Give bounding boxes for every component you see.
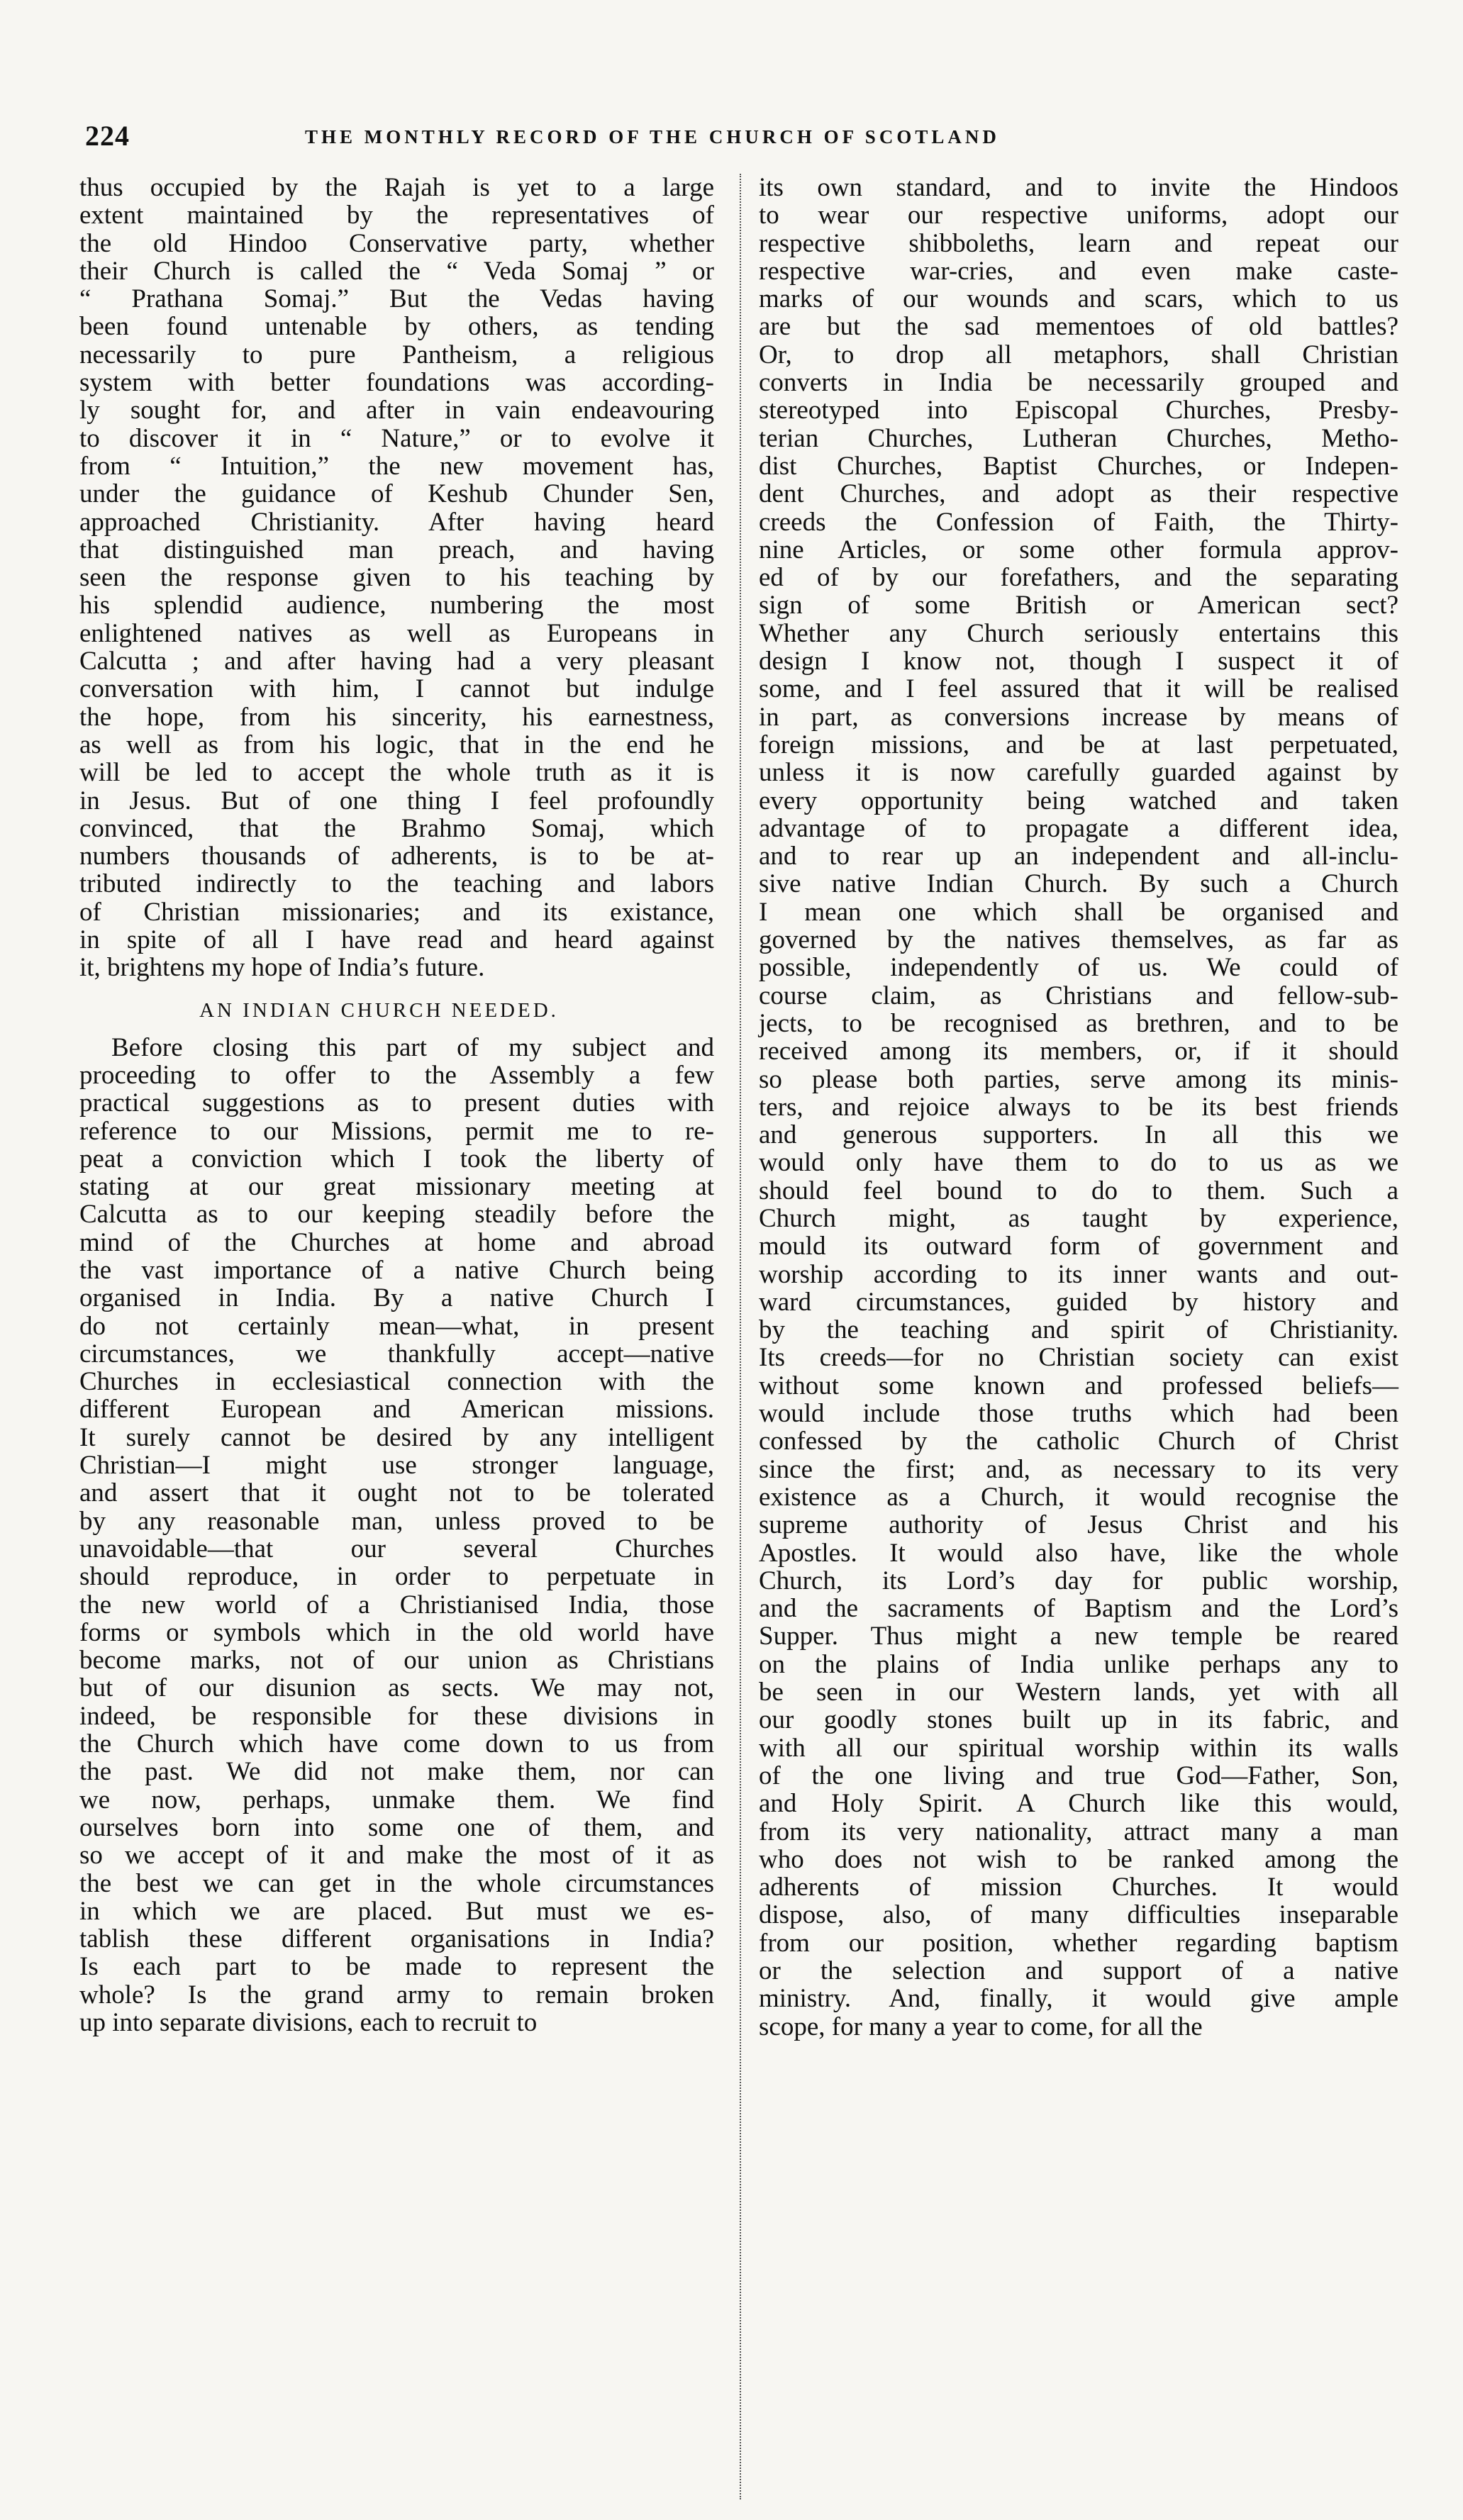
text-line: should reproduce, in order to perpetuate in (79, 1562, 714, 1592)
text-line: different European and American missions. (79, 1395, 714, 1425)
text-line: extent maintained by the representatives of (79, 201, 714, 230)
text-line: whole? Is the grand army to remain broken (79, 1980, 714, 2009)
text-line: should feel bound to do to them. Such a (759, 1176, 1398, 1205)
text-line: some, and I feel assured that it will be realised (759, 674, 1398, 704)
text-line: respective shibboleths, learn and repeat our (759, 228, 1398, 258)
text-line: in part, as conversions increase by means of (759, 702, 1398, 732)
text-line: do not certainly mean—what, in present (79, 1311, 714, 1341)
text-line: respective war-cries, and even make caste- (759, 256, 1398, 286)
text-line: our goodly stones built up in its fabric, and (759, 1705, 1398, 1735)
text-line: and assert that it ought not to be tolerated (79, 1478, 714, 1508)
text-line: in which we are placed. But must we es- (79, 1896, 714, 1926)
text-line: forms or symbols which in the old world have (79, 1617, 714, 1647)
text-line: dispose, also, of many difficulties inseparable (759, 1900, 1398, 1930)
text-line: Supper. Thus might a new temple be reared (759, 1622, 1398, 1651)
text-line: organised in India. By a native Church I (79, 1283, 714, 1313)
text-line: necessarily to pure Pantheism, a religious (79, 340, 714, 369)
text-line: are but the sad mementoes of old battles? (759, 312, 1398, 342)
text-line: as well as from his logic, that in the end he (79, 730, 714, 759)
text-line: from “ Intuition,” the new movement has, (79, 451, 714, 481)
text-line: sign of some British or American sect? (759, 591, 1398, 620)
text-line: the past. We did not make them, nor can (79, 1757, 714, 1787)
text-line: with all our spiritual worship within its walls (759, 1733, 1398, 1763)
text-line: Or, to drop all metaphors, shall Christian (759, 340, 1398, 369)
text-line: confessed by the catholic Church of Christ (759, 1427, 1398, 1456)
text-line: I mean one which shall be organised and (759, 897, 1398, 927)
text-line: in Jesus. But of one thing I feel profoundly (79, 786, 714, 815)
text-line: in spite of all I have read and heard against (79, 925, 714, 955)
text-line: mind of the Churches at home and abroad (79, 1227, 714, 1257)
text-line: supreme authority of Jesus Christ and his (759, 1510, 1398, 1540)
text-line: stating at our great missionary meeting at (79, 1172, 714, 1202)
right-column (759, 174, 1398, 2041)
text-line: reference to our Missions, permit me to re- (79, 1116, 714, 1146)
text-line: every opportunity being watched and taken (759, 786, 1398, 815)
text-line: dist Churches, Baptist Churches, or Indepen- (759, 451, 1398, 481)
text-line: but of our disunion as sects. We may not, (79, 1673, 714, 1703)
text-line: peat a conviction which I took the liberty of (79, 1144, 714, 1173)
text-line: up into separate divisions, each to recruit to (79, 2008, 538, 2037)
text-line: thus occupied by the Rajah is yet to a large (79, 173, 714, 202)
text-line: Its creeds—for no Christian society can exist (759, 1343, 1398, 1373)
text-line: tablish these different organisations in India? (79, 1924, 714, 1954)
text-line: design I know not, though I suspect it of (759, 647, 1398, 676)
text-line: or the selection and support of a native (759, 1956, 1398, 1985)
text-line: received among its members, or, if it should (759, 1037, 1398, 1066)
text-line: the hope, from his sincerity, his earnestness, (79, 702, 714, 732)
text-line: converts in India be necessarily grouped and (759, 368, 1398, 398)
section-heading: AN INDIAN CHURCH NEEDED. (199, 998, 559, 1022)
text-line: and generous supporters. In all this we (759, 1120, 1398, 1150)
text-line: by the teaching and spirit of Christianity. (759, 1315, 1398, 1345)
text-line: since the first; and, as necessary to its very (759, 1454, 1398, 1484)
text-line: and the sacraments of Baptism and the Lord’s (759, 1594, 1398, 1624)
text-line: possible, independently of us. We could of (759, 953, 1398, 983)
text-line: will be led to accept the whole truth as it is (79, 758, 714, 788)
text-line: Church might, as taught by experience, (759, 1203, 1398, 1233)
text-line: his splendid audience, numbering the most (79, 591, 714, 620)
text-line: so we accept of it and make the most of it as (79, 1841, 714, 1871)
text-line: convinced, that the Brahmo Somaj, which (79, 813, 714, 843)
text-line: ourselves born into some one of them, and (79, 1812, 714, 1842)
text-line: worship according to its inner wants and out- (759, 1259, 1398, 1289)
text-line: scope, for many a year to come, for all the (759, 2012, 1203, 2041)
text-line: ward circumstances, guided by history and (759, 1287, 1398, 1317)
text-line: “ Prathana Somaj.” But the Vedas having (79, 284, 714, 314)
text-line: creeds the Confession of Faith, the Thirty- (759, 507, 1398, 537)
text-line: without some known and professed beliefs— (759, 1371, 1398, 1400)
text-line: Calcutta ; and after having had a very pleasant (79, 647, 714, 676)
text-line: Whether any Church seriously entertains this (759, 618, 1398, 648)
text-line: foreign missions, and be at last perpetuated, (759, 730, 1398, 759)
text-line: would only have them to do to us as we (759, 1148, 1398, 1178)
text-line: the best we can get in the whole circumstances (79, 1868, 714, 1898)
text-line: Before closing this part of my subject and (111, 1032, 714, 1062)
text-line: of the one living and true God—Father, Son, (759, 1761, 1398, 1790)
text-line: jects, to be recognised as brethren, and to be (759, 1008, 1398, 1038)
text-line: of Christian missionaries; and its existance, (79, 897, 714, 927)
text-line: dent Churches, and adopt as their respective (759, 479, 1398, 509)
text-line: be seen in our Western lands, yet with all (759, 1678, 1398, 1707)
text-line: unavoidable—that our several Churches (79, 1534, 714, 1563)
text-line: course claim, as Christians and fellow-sub- (759, 981, 1398, 1010)
text-line: and to rear up an independent and all-inclu- (759, 842, 1398, 871)
text-line: from our position, whether regarding baptism (759, 1928, 1398, 1958)
text-line: who does not wish to be ranked among the (759, 1844, 1398, 1874)
text-line: terian Churches, Lutheran Churches, Metho- (759, 423, 1398, 453)
text-line: on the plains of India unlike perhaps any to (759, 1649, 1398, 1679)
text-line: mould its outward form of government and (759, 1232, 1398, 1261)
text-line: would include those truths which had been (759, 1399, 1398, 1429)
text-line: conversation with him, I cannot but indulge (79, 674, 714, 704)
text-line: we now, perhaps, unmake them. We find (79, 1785, 714, 1814)
text-line: their Church is called the “ Veda Somaj ” or (79, 256, 714, 286)
text-line: that distinguished man preach, and having (79, 535, 714, 564)
text-line: the new world of a Christianised India, those (79, 1590, 714, 1619)
text-line: become marks, not of our union as Christians (79, 1646, 714, 1676)
text-line: ed of by our forefathers, and the separating (759, 563, 1398, 593)
text-line: advantage of to propagate a different idea, (759, 813, 1398, 843)
text-line: unless it is now carefully guarded against by (759, 758, 1398, 788)
text-line: seen the response given to his teaching by (79, 563, 714, 593)
text-line: Calcutta as to our keeping steadily before the (79, 1200, 714, 1230)
text-line: it, brightens my hope of India’s future. (79, 953, 485, 983)
text-line: so please both parties, serve among its minis- (759, 1064, 1398, 1094)
text-line: enlightened natives as well as Europeans in (79, 618, 714, 648)
text-line: the vast importance of a native Church being (79, 1255, 714, 1285)
journal-title: THE MONTHLY RECORD OF THE CHURCH OF SCOTLAND (305, 126, 1000, 147)
text-line: Apostles. It would also have, like the whole (759, 1538, 1398, 1568)
text-line: marks of our wounds and scars, which to us (759, 284, 1398, 314)
text-line: Is each part to be made to represent the (79, 1952, 714, 1982)
text-line: and Holy Spirit. A Church like this would, (759, 1789, 1398, 1819)
text-line: system with better foundations was according- (79, 368, 714, 398)
text-line: been found untenable by others, as tending (79, 312, 714, 342)
text-line: Christian—I might use stronger language, (79, 1451, 714, 1481)
page-number: 224 (85, 120, 130, 152)
text-line: the Church which have come down to us from (79, 1729, 714, 1759)
text-line: It surely cannot be desired by any intelligent (79, 1422, 714, 1452)
text-line: by any reasonable man, unless proved to be (79, 1506, 714, 1536)
text-line: numbers thousands of adherents, is to be at- (79, 842, 714, 871)
text-line: practical suggestions as to present duties with (79, 1088, 714, 1118)
text-line: from its very nationality, attract many a man (759, 1817, 1398, 1846)
text-line: Churches in ecclesiastical connection with the (79, 1367, 714, 1397)
running-head (85, 119, 1390, 155)
text-line: under the guidance of Keshub Chunder Sen, (79, 479, 714, 509)
text-line: its own standard, and to invite the Hindoos (759, 173, 1398, 202)
text-line: existence as a Church, it would recognise the (759, 1482, 1398, 1512)
text-line: the old Hindoo Conservative party, whether (79, 228, 714, 258)
text-line: sive native Indian Church. By such a Church (759, 869, 1398, 899)
left-paragraph-indian-church (79, 1034, 714, 2037)
text-line: ly sought for, and after in vain endeavouring (79, 396, 714, 425)
text-line: tributed indirectly to the teaching and labors (79, 869, 714, 899)
text-line: ters, and rejoice always to be its best friends (759, 1092, 1398, 1122)
text-line: Church, its Lord’s day for public worship, (759, 1566, 1398, 1595)
text-line: ministry. And, finally, it would give ample (759, 1984, 1398, 2014)
text-line: to discover it in “ Nature,” or to evolve it (79, 423, 714, 453)
column-divider (740, 174, 741, 2499)
text-line: nine Articles, or some other formula approv- (759, 535, 1398, 564)
text-line: stereotyped into Episcopal Churches, Presby- (759, 396, 1398, 425)
text-line: adherents of mission Churches. It would (759, 1873, 1398, 1902)
text-line: proceeding to offer to the Assembly a few (79, 1060, 714, 1090)
right-paragraph (759, 174, 1398, 2041)
text-line: to wear our respective uniforms, adopt our (759, 201, 1398, 230)
text-line: approached Christianity. After having heard (79, 507, 714, 537)
left-paragraph-continued (79, 174, 714, 982)
text-line: circumstances, we thankfully accept—native (79, 1339, 714, 1368)
text-line: indeed, be responsible for these divisions in (79, 1701, 714, 1731)
text-line: governed by the natives themselves, as far as (759, 925, 1398, 955)
left-column (79, 174, 714, 2036)
